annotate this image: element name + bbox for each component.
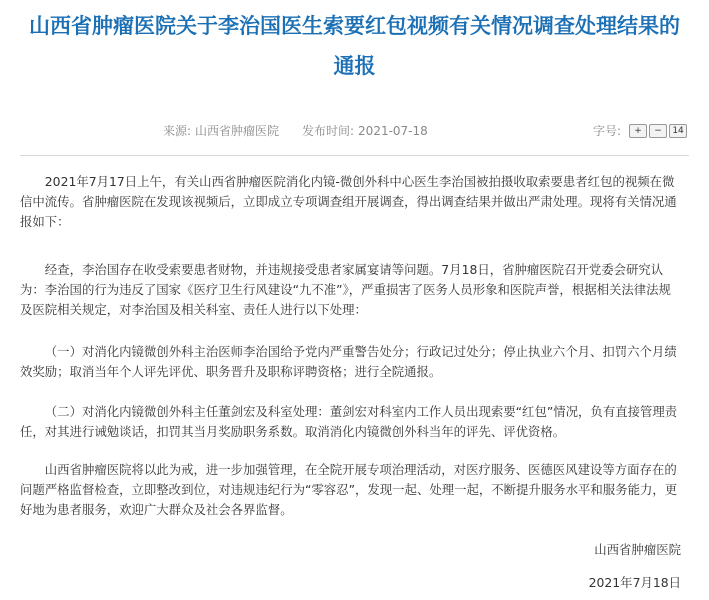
source-value[interactable]: 山西省肿瘤医院 bbox=[195, 124, 280, 138]
font-size-label: 字号: bbox=[593, 124, 622, 138]
publish-time-value: 2021-07-18 bbox=[358, 124, 428, 138]
article-meta bbox=[0, 121, 709, 141]
font-increase-button[interactable]: + bbox=[629, 124, 647, 138]
paragraph: （一）对消化内镜微创外科主治医师李治国给予党内严重警告处分；行政记过处分；停止执业六个月、扣罚六个月绩效奖励；取消当年个人评先评优、职务晋升及职称评聘资格；进行全院通报。 bbox=[20, 344, 677, 379]
divider bbox=[20, 155, 689, 156]
article-title: 山西省肿瘤医院关于李治国医生索要红包视频有关情况调查处理结果的通报 bbox=[29, 14, 680, 78]
signature-date: 2021年7月18日 bbox=[588, 575, 681, 590]
paragraph: 山西省肿瘤医院将以此为戒，进一步加强管理，在全院开展专项治理活动，对医疗服务、医德医风建设等方面存在的问题严格监督检查，立即整改到位，对违规违纪行为“零容忍”，发现一起、处理一起，不断提升服务水平和服务能力，更好地为患者服务，欢迎广大群众及社会各界监督。 bbox=[20, 462, 678, 517]
publish-time-label: 发布时间: bbox=[302, 124, 355, 138]
paragraph: 2021年7月17日上午，有关山西省肿瘤医院消化内镜-微创外科中心医生李治国被拍摄收取索要患者红包的视频在微信中流传。省肿瘤医院在发现该视频后，立即成立专项调查组开展调查，得出调查结果并做出严肃处理。现将有关情况通报如下： bbox=[20, 174, 677, 229]
font-size-controls bbox=[593, 121, 687, 141]
source-info bbox=[163, 121, 279, 141]
signature: 山西省肿瘤医院 bbox=[594, 542, 681, 557]
paragraph: 经查，李治国存在收受索要患者财物，并违规接受患者家属宴请等问题。7月18日，省肿瘤医院召开党委会研究认为：李治国的行为违反了国家《医疗卫生行风建设“九不准”》，严重损害了医务人员形象和医院声誉，根据相关法律法规及医院相关规定，对李治国及相关科室、责任人进行以下处理： bbox=[20, 262, 671, 317]
font-decrease-button[interactable]: − bbox=[649, 124, 667, 138]
source-label: 来源: bbox=[163, 124, 192, 138]
paragraph: （二）对消化内镜微创外科主任董剑宏及科室处理：董剑宏对科室内工作人员出现索要“红包”情况，负有直接管理责任，对其进行诫勉谈话，扣罚其当月奖励职务系数。取消消化内镜微创外科当年的评先、评优资格。 bbox=[20, 404, 678, 439]
font-default-button[interactable]: 14 bbox=[669, 124, 687, 138]
publish-time bbox=[302, 121, 428, 141]
